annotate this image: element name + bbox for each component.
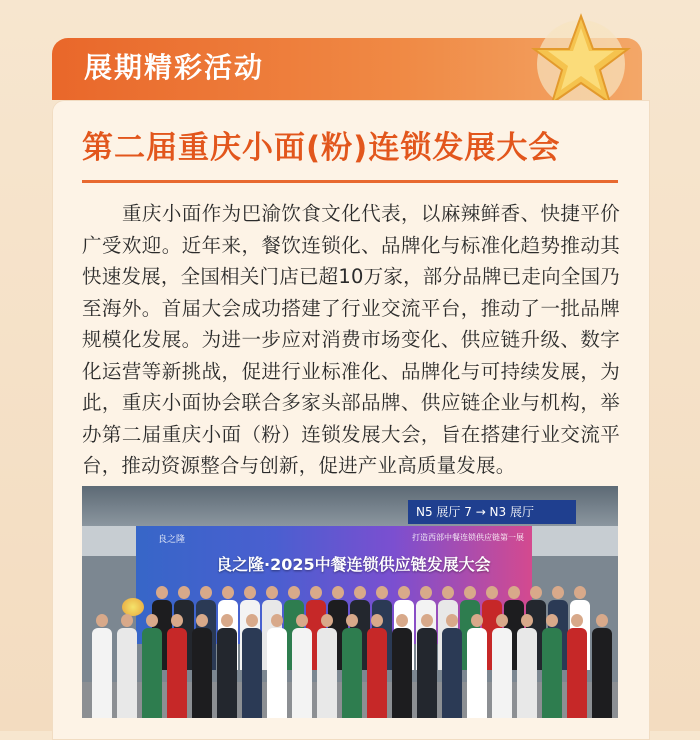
person-head bbox=[156, 586, 168, 599]
person-head bbox=[571, 614, 583, 627]
person-head bbox=[121, 614, 133, 627]
event-group-photo bbox=[82, 486, 618, 718]
person-head bbox=[596, 614, 608, 627]
person-head bbox=[244, 586, 256, 599]
person-figure bbox=[492, 628, 512, 718]
section-title: 第二届重庆小面(粉)连锁发展大会 bbox=[82, 130, 561, 166]
person-head bbox=[246, 614, 258, 627]
person-figure bbox=[267, 628, 287, 718]
person-head bbox=[521, 614, 533, 627]
person-figure bbox=[367, 628, 387, 718]
person-figure bbox=[417, 628, 437, 718]
person-head bbox=[354, 586, 366, 599]
title-divider bbox=[82, 180, 618, 183]
backdrop-slogan: 打造西部中餐连锁供应链第一展 bbox=[412, 533, 524, 542]
person-head bbox=[530, 586, 542, 599]
person-figure bbox=[442, 628, 462, 718]
person-figure bbox=[92, 628, 112, 718]
person-figure bbox=[392, 628, 412, 718]
person-head bbox=[266, 586, 278, 599]
person-head bbox=[396, 614, 408, 627]
person-figure bbox=[567, 628, 587, 718]
person-figure bbox=[167, 628, 187, 718]
person-head bbox=[464, 586, 476, 599]
person-head bbox=[221, 614, 233, 627]
person-head bbox=[371, 614, 383, 627]
person-head bbox=[196, 614, 208, 627]
person-figure bbox=[217, 628, 237, 718]
star-icon bbox=[526, 6, 636, 110]
person-figure bbox=[142, 628, 162, 718]
person-head bbox=[200, 586, 212, 599]
person-head bbox=[296, 614, 308, 627]
backdrop-title: 良之隆·2025中餐连锁供应链发展大会 bbox=[216, 555, 491, 574]
person-head bbox=[496, 614, 508, 627]
person-head bbox=[574, 586, 586, 599]
person-figure bbox=[292, 628, 312, 718]
person-head bbox=[332, 586, 344, 599]
person-head bbox=[421, 614, 433, 627]
person-head bbox=[446, 614, 458, 627]
person-head bbox=[310, 586, 322, 599]
person-head bbox=[171, 614, 183, 627]
person-figure bbox=[517, 628, 537, 718]
person-figure bbox=[342, 628, 362, 718]
person-head bbox=[96, 614, 108, 627]
person-head bbox=[346, 614, 358, 627]
person-head bbox=[442, 586, 454, 599]
person-figure bbox=[542, 628, 562, 718]
person-head bbox=[398, 586, 410, 599]
section-header-title: 展期精彩活动 bbox=[84, 51, 265, 84]
person-figure bbox=[117, 628, 137, 718]
person-figure bbox=[317, 628, 337, 718]
person-head bbox=[376, 586, 388, 599]
person-head bbox=[288, 586, 300, 599]
person-figure bbox=[467, 628, 487, 718]
backdrop-logo: 良之隆 bbox=[158, 535, 186, 545]
person-head bbox=[508, 586, 520, 599]
hall-sign: N5 展厅 7 → N3 展厅 bbox=[408, 500, 576, 524]
person-head bbox=[146, 614, 158, 627]
section-body-text: 重庆小面作为巴渝饮食文化代表，以麻辣鲜香、快捷平价广受欢迎。近年来，餐饮连锁化、品牌化与标准化趋势推动其快速发展，全国相关门店已超10万家，部分品牌已走向全国乃至海外。首届大会成功搭建了行业交流平台，推动了一批品牌规模化发展。为进一步应对消费市场变化、供应链升级、数字化运营等新挑战，促进行业标准化、品牌化与可持续发展，为此，重庆小面协会联合多家头部品牌、供应链企业与机构，举办第二届重庆小面（粉）连锁发展大会，旨在搭建行业交流平台，推动资源整合与创新，促进产业高质量发展。 bbox=[82, 202, 620, 477]
person-head bbox=[321, 614, 333, 627]
person-head bbox=[222, 586, 234, 599]
person-head bbox=[486, 586, 498, 599]
person-head bbox=[178, 586, 190, 599]
person-head bbox=[471, 614, 483, 627]
person-head bbox=[552, 586, 564, 599]
person-figure bbox=[592, 628, 612, 718]
person-head bbox=[420, 586, 432, 599]
person-head bbox=[271, 614, 283, 627]
person-figure bbox=[192, 628, 212, 718]
person-head bbox=[546, 614, 558, 627]
person-figure bbox=[242, 628, 262, 718]
